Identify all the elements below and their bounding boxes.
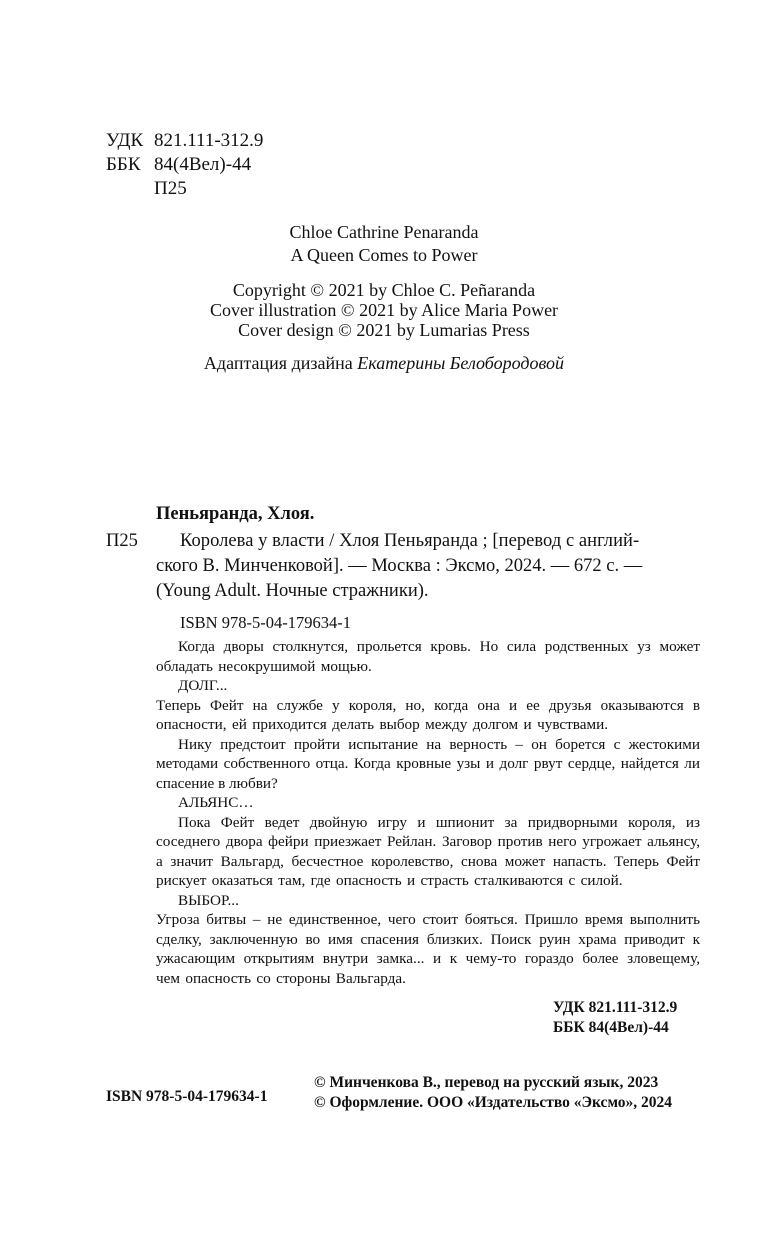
original-author: Chloe Cathrine Penaranda [289, 222, 479, 242]
author-mark: П25 [154, 178, 187, 199]
cover-design-line: Cover design © 2021 by Lumarias Press [238, 320, 530, 340]
annotation-paragraph: Когда дворы столкнутся, прольется кровь. Но сила родственных уз может обладать несокрушимой мощью. [156, 638, 700, 675]
biblio-line-2: ского В. Минченковой]. — Москва : Эксмо, 2024. — 672 с. — [156, 556, 643, 576]
original-title: A Queen Comes to Power [290, 245, 478, 265]
biblio-heading: Пеньяранда, Хлоя. [156, 504, 315, 524]
biblio-line-3: (Young Adult. Ночные стражники). [156, 581, 429, 601]
bbk-value: 84(4Вел)-44 [154, 154, 252, 175]
footer-isbn: ISBN 978-5-04-179634-1 [106, 1088, 268, 1105]
cover-illustration-line: Cover illustration © 2021 by Alice Maria Power [209, 300, 559, 320]
annotation [156, 637, 700, 988]
annotation-paragraph: Пока Фейт ведет двойную игру и шпионит за придворными короля, из соседнего двора фейри приезжает Рейлан. Заговор против него угрожает альянсу, а значит Вальгард, бесчестное королевство, снова может напасть. Теперь Фейт рискует оказаться там, где опасность и страсть сталкиваются с силой. [156, 813, 700, 889]
udk-value: 821.111-312.9 [154, 130, 264, 151]
annotation-paragraph: Теперь Фейт на службе у короля, но, когда она и ее друзья оказываются в опасности, ей приходится делать выбор между долгом и чувствами. [156, 696, 700, 733]
copyright-translation: © Минченкова В., перевод на русcкий язык, 2023 [314, 1074, 659, 1091]
annotation-paragraph: Угроза битвы – не единственное, чего стоит бояться. Пришло время выполнить сделку, заключенную во имя спасения близких. Поиск руин храма приводит к ужасающим открытиям внутри замка... и к чему-то гораздо более зловещему, чем опасность со стороны Вальгарда. [156, 911, 700, 987]
annotation-paragraph: АЛЬЯНС… [178, 794, 254, 811]
udk-label: УДК [106, 130, 144, 151]
udk-line [106, 129, 263, 153]
copyright-line: Copyright © 2021 by Chloe C. Peñaranda [232, 280, 536, 300]
biblio-mark: П25 [106, 531, 138, 551]
footer-udk: УДК 821.111-312.9 [553, 999, 678, 1016]
annotation-paragraph: ВЫБОР... [178, 891, 239, 909]
footer-bbk: ББК 84(4Вел)-44 [553, 1019, 669, 1036]
bbk-line [106, 153, 251, 177]
bbk-label: ББК [106, 154, 141, 175]
design-adaptation-name: Екатерины Белобородовой [357, 353, 565, 373]
design-adaptation-prefix: Адаптация дизайна [203, 353, 358, 373]
biblio-isbn: ISBN 978-5-04-179634-1 [180, 613, 351, 632]
copyright-design: © Оформление. ООО «Издательство «Эксмо», 2024 [314, 1094, 673, 1111]
design-adaptation-line [0, 352, 768, 374]
annotation-paragraph: Нику предстоит пройти испытание на верность – он борется с жестокими методами собственного отца. Когда кровные узы и долг рвут сердце, найдется ли спасение в любви? [156, 735, 700, 792]
annotation-paragraph: ДОЛГ... [178, 677, 228, 694]
biblio-line-1: Королева у власти / Хлоя Пеньяранда ; [перевод с англий- [180, 531, 640, 551]
